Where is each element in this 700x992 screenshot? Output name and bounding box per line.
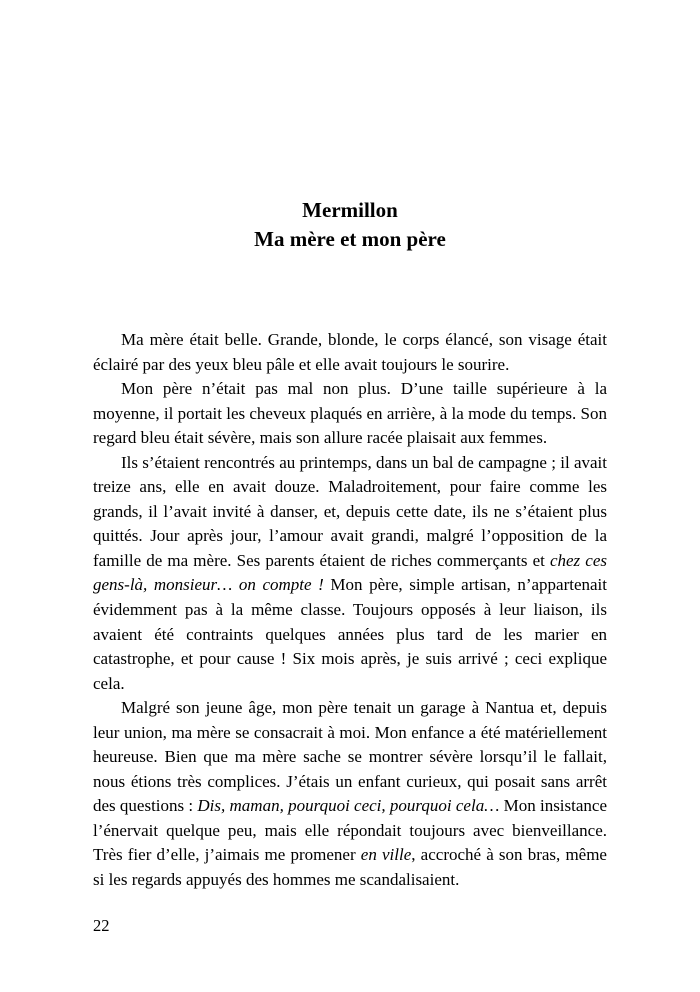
paragraph xyxy=(93,328,607,377)
text-segment: Mon père n’était pas mal non plus. D’une taille supérieure à la moyenne, il portait les cheveux plaqués en arrière, à la mode du temps. Son regard bleu était sévère, mais son allure racée plaisait aux femmes. xyxy=(93,379,607,448)
text-segment: Ma mère était belle. Grande, blonde, le corps élancé, son visage était éclairé par des yeux bleu pâle et elle avait toujours le sourire. xyxy=(93,330,607,374)
page-number: 22 xyxy=(93,916,110,935)
text-segment: , accroché à son bras, même si les regards appuyés des hommes me scandalisaient. xyxy=(93,845,607,890)
paragraph xyxy=(93,377,607,451)
italic-text-segment: chez ces gens-là, monsieur… on compte ! xyxy=(93,550,607,595)
text-segment: Mon insistance l’énervait quelque peu, mais elle répondait toujours avec bienveillance. Très fier d’elle, j’aimais me promener xyxy=(93,796,608,865)
body-text xyxy=(93,328,607,893)
chapter-title-author: Mermillon xyxy=(302,198,398,222)
italic-text-segment: en ville xyxy=(360,845,412,865)
chapter-title-subtitle: Ma mère et mon père xyxy=(254,227,446,251)
chapter-title xyxy=(0,196,700,254)
paragraph xyxy=(93,696,607,892)
paragraph xyxy=(93,451,607,696)
italic-text-segment: Dis, maman, pourquoi ceci, pourquoi cela… xyxy=(197,796,500,816)
text-segment: Mon père, simple artisan, n’appartenait évidemment pas à la même classe. Toujours opposés à leur liaison, ils avaient été contraints quelques années plus tard de les marier en catastrophe, et pour cause ! Six mois après, je suis arrivé ; ceci explique cela. xyxy=(93,575,607,693)
text-segment: Ils s’étaient rencontrés au printemps, dans un bal de campagne ; il avait treize ans, elle en avait douze. Maladroitement, pour faire comme les grands, il l’avait invité à danser, et, depuis cette date, ils ne s’étaient plus quittés. Jour après jour, l’amour avait grandi, malgré l’opposition de la famille de ma mère. Ses parents étaient de riches commerçants et xyxy=(93,452,607,570)
text-segment: Malgré son jeune âge, mon père tenait un garage à Nantua et, depuis leur union, ma mère se consacrait à moi. Mon enfance a été matériellement heureuse. Bien que ma mère sache se montrer sévère lorsqu’il le fallait, nous étions très complices. J’étais un enfant curieux, qui posait sans arrêt des questions : xyxy=(93,698,607,816)
